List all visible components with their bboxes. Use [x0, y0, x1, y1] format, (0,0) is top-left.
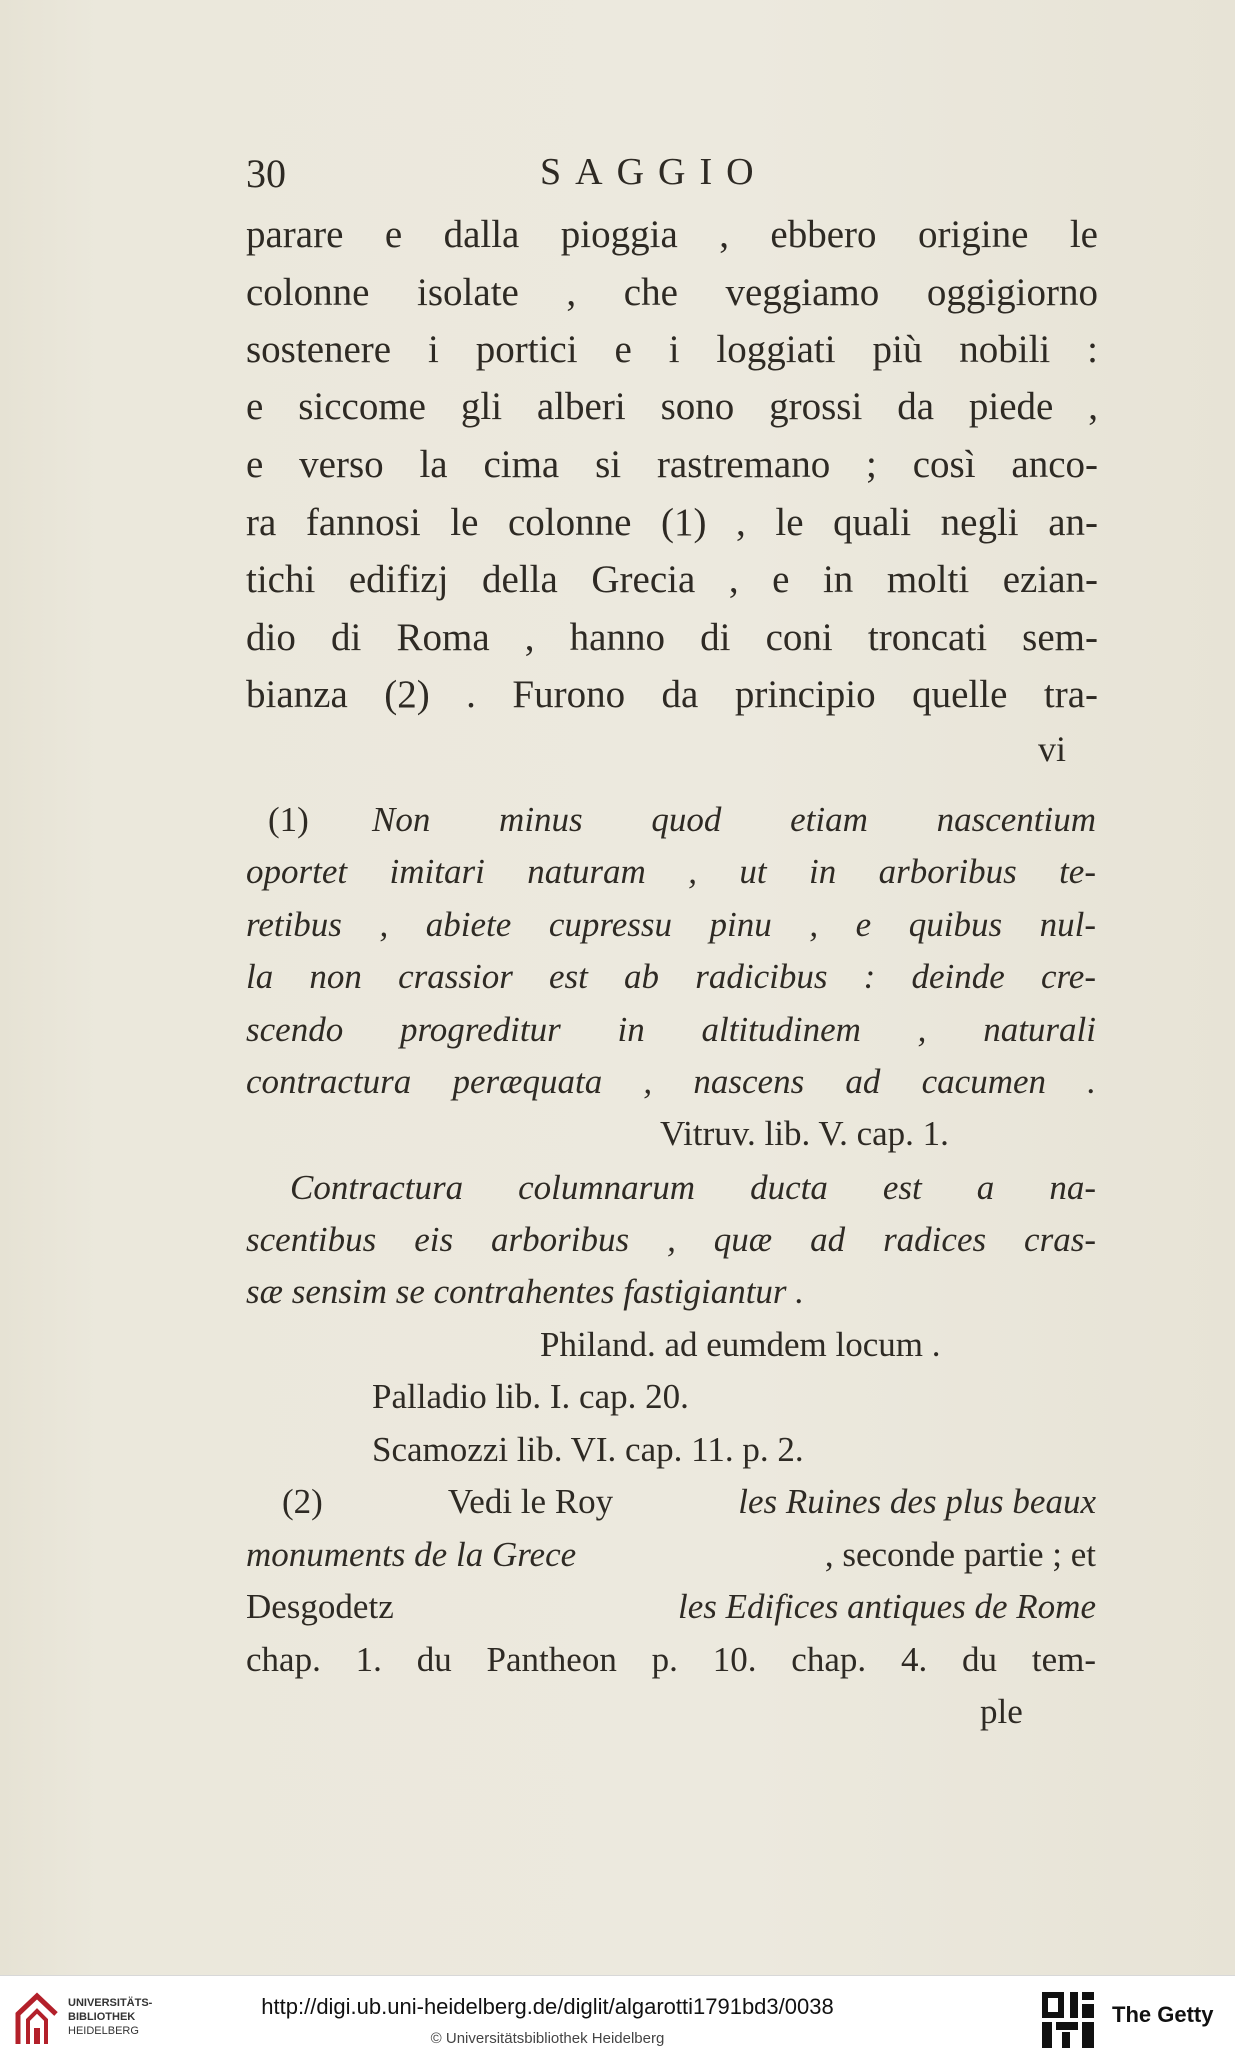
footnote-line: la non crassior est ab radicibus : deinde cre-	[246, 957, 1096, 996]
footnote-title: les Edifices antiques de Rome	[678, 1587, 1096, 1626]
getty-logo-icon	[1040, 1990, 1096, 2050]
footnote-line: retibus , abiete cupressu pinu , e quibus nul-	[246, 905, 1096, 944]
library-name-line: HEIDELBERG	[68, 2025, 139, 2037]
footnote-line: chap. 1. du Pantheon p. 10. chap. 4. du tem-	[246, 1640, 1096, 1679]
footnote-text: Desgodetz	[246, 1587, 394, 1626]
footnote-line: contractura peræquata , nascens ad cacumen .	[246, 1062, 1096, 1101]
footnote-source: Vitruv. lib. V. cap. 1.	[660, 1114, 949, 1153]
library-name-line: UNIVERSITÄTS-	[68, 1997, 153, 2009]
footnote-2-line	[282, 1482, 1096, 1522]
footnote-line: oportet imitari naturam , ut in arboribus te-	[246, 852, 1096, 891]
body-line: e verso la cima si rastremano ; così anco-	[246, 443, 1098, 486]
reference-line: Palladio lib. I. cap. 20.	[372, 1377, 689, 1416]
reference-line: Scamozzi lib. VI. cap. 11. p. 2.	[372, 1430, 804, 1469]
catchword: ple	[980, 1692, 1023, 1731]
footnote-line: Non minus quod etiam nascentium	[372, 800, 1096, 839]
footnote-2-line	[246, 1535, 1096, 1575]
library-name-line: BIBLIOTHEK	[68, 2011, 136, 2023]
copyright-notice: © Universitätsbibliothek Heidelberg	[430, 2030, 665, 2047]
catchword: vi	[1038, 729, 1067, 769]
body-line: tichi edifizj della Grecia , e in molti ezian-	[246, 558, 1098, 601]
body-line: ra fannosi le colonne (1) , le quali negli an-	[246, 501, 1098, 544]
body-line: parare e dalla pioggia , ebbero origine le	[246, 213, 1098, 256]
body-line: bianza (2) . Furono da principio quelle tra-	[246, 673, 1098, 716]
quote-line: Contractura columnarum ducta est a na-	[290, 1168, 1096, 1207]
quote-source: Philand. ad eumdem locum .	[540, 1325, 941, 1364]
footnote-marker: (2)	[282, 1482, 323, 1521]
body-line: sostenere i portici e i loggiati più nobili :	[246, 328, 1098, 371]
footnote-text: , seconde partie ; et	[824, 1535, 1096, 1574]
footnote-2-line	[246, 1587, 1096, 1627]
footnote-text: Vedi le Roy	[447, 1482, 614, 1521]
quote-line: scentibus eis arboribus , quæ ad radices cras-	[246, 1220, 1096, 1259]
quote-line: sæ sensim se contrahentes fastigiantur .	[246, 1272, 805, 1311]
partner-name: The Getty	[1112, 2002, 1214, 2027]
body-line: e siccome gli alberi sono grossi da piede ,	[246, 385, 1098, 428]
footnote-line: scendo progreditur in altitudinem , naturali	[246, 1010, 1096, 1049]
footnote-title: les Ruines des plus beaux	[738, 1482, 1096, 1521]
footnote-title: monuments de la Grece	[246, 1535, 577, 1574]
permalink-url[interactable]: http://digi.ub.uni-heidelberg.de/diglit/algarotti1791bd3/0038	[261, 1994, 834, 2019]
footnote-marker: (1)	[268, 800, 309, 839]
page-number: 30	[246, 151, 286, 196]
running-title: SAGGIO	[540, 151, 768, 193]
body-line: dio di Roma , hanno di coni troncati sem-	[246, 616, 1098, 659]
footer-bar	[0, 1975, 1235, 2064]
body-line: colonne isolate , che veggiamo oggigiorno	[246, 271, 1098, 314]
